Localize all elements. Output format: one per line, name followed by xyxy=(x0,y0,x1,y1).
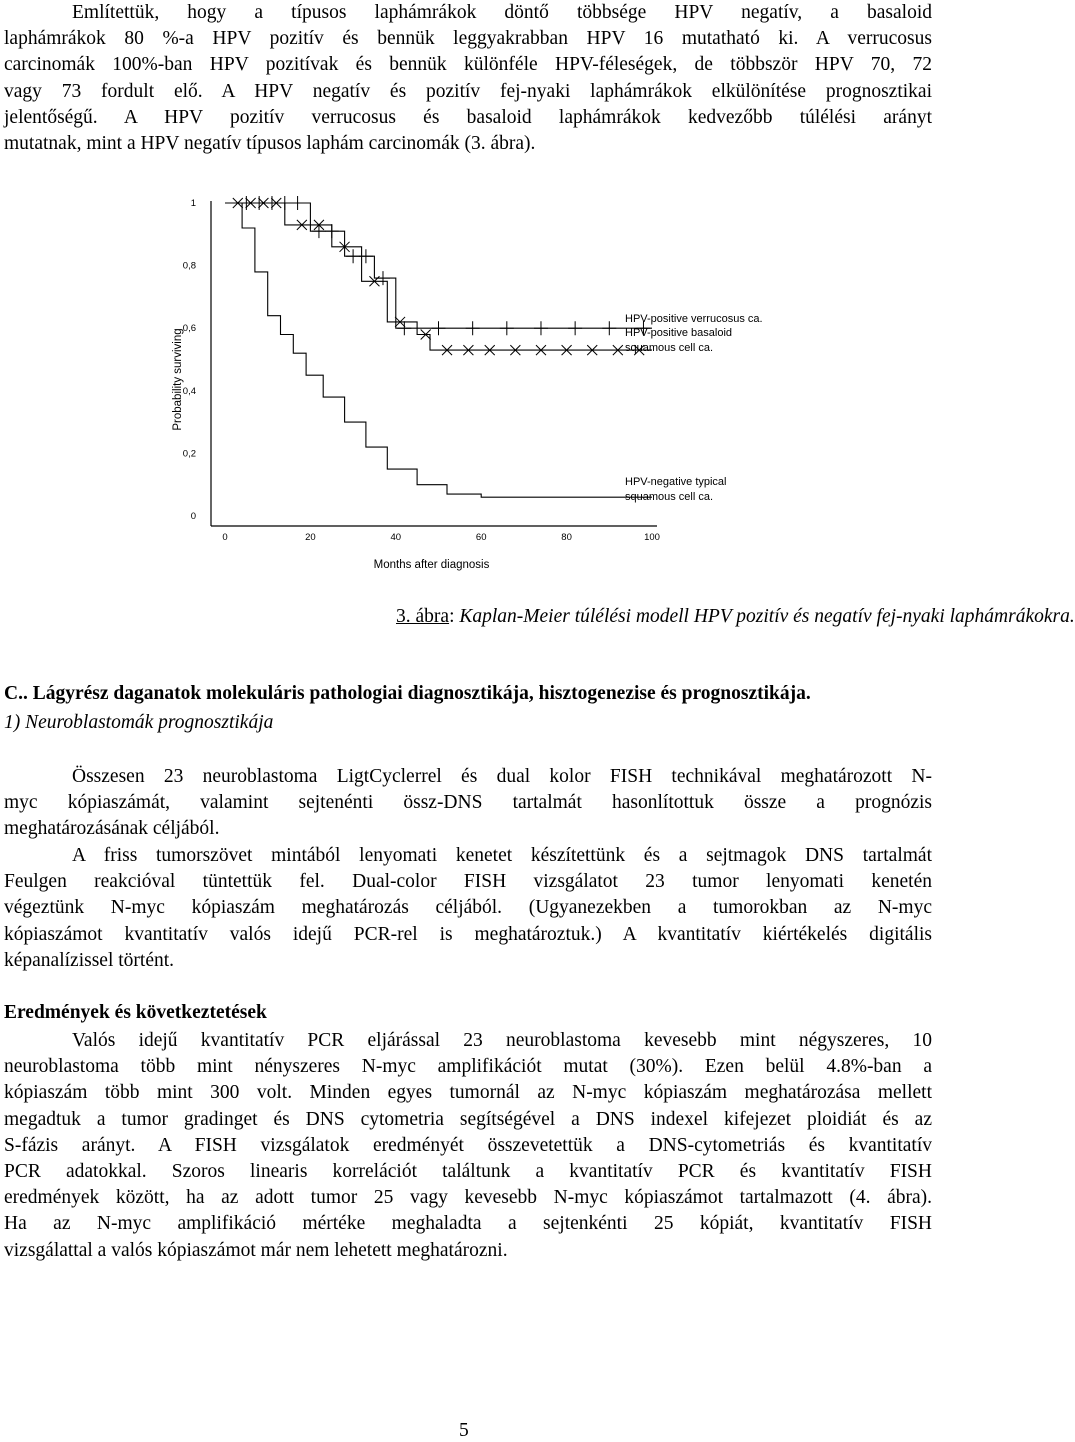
text-line: kópiaszámot kvantitatív valós idejű PCR-rel is meghatároztuk.) A kvantitatív kiértékelés digitális xyxy=(4,923,932,945)
page-number: 5 xyxy=(459,1420,469,1441)
legend-basaloid-line2: squamous cell ca. xyxy=(625,342,714,355)
text-line: megadtuk a tumor gradinget és DNS cytometria segítségével a DNS indexel kifejezet ploidiát és az xyxy=(4,1108,932,1130)
text-line: képanalízissel történt. xyxy=(4,949,175,971)
x-tick-label: 40 xyxy=(390,532,402,543)
text-line: vizsgálattal a valós kópiaszámot már nem lehetett meghatározni. xyxy=(4,1239,508,1261)
legend-negative-line2: squamous cell ca. xyxy=(625,491,714,504)
censor-mark-plus xyxy=(466,321,480,335)
series-line-1 xyxy=(225,203,652,328)
legend-verrucosus: HPV-positive verrucosus ca. xyxy=(625,313,763,326)
x-axis-label: Months after diagnosis xyxy=(373,559,490,571)
figure-caption xyxy=(396,606,1075,628)
x-tick-label: 60 xyxy=(475,532,487,543)
results-heading: Eredmények és következtetések xyxy=(4,1002,267,1023)
methods-paragraph-1 xyxy=(4,764,932,843)
text-line: A friss tumorszövet mintából lenyomati kenetet készítettünk és a sejtmagok DNS tartalmát xyxy=(72,845,932,866)
text-line: PCR adatokkal. Szoros linearis korrelációt találtunk a kvantitatív PCR és kvantitatív FISH xyxy=(4,1161,932,1183)
censor-mark-plus xyxy=(359,249,373,263)
subsection-heading: 1) Neuroblastomák prognosztikája xyxy=(4,712,274,733)
text-line: Valós idejű kvantitatív PCR eljárással 23 neuroblastoma kevesebb mint négyszeres, 10 xyxy=(72,1030,932,1051)
text-line: Említettük, hogy a típusos laphámrákok döntő többsége HPV negatív, a basaloid xyxy=(72,2,932,23)
text-line: eredmények között, ha az adott tumor 25 vagy kevesebb N-myc kópiaszámot tartalmazott (4. ábra). xyxy=(4,1187,932,1209)
text-line: végeztünk N-myc kópiaszám meghatározás céljából. (Ugyanezekben a tumorokban az N-myc xyxy=(4,897,932,919)
censor-mark-plus xyxy=(346,249,360,263)
text-line: myc kópiaszámát, valamint sejtenénti össz-DNS tartalmát hasonlítottuk össze a prognózis xyxy=(4,792,932,814)
y-tick-label: 0 xyxy=(190,511,196,522)
text-line: carcinomák 100%-ban HPV pozitívak és bennük különféle HPV-féleségek, de többször HPV 70, 72 xyxy=(4,54,932,76)
legend-negative-line1: HPV-negative typical xyxy=(625,476,727,489)
section-heading: C.. Lágyrész daganatok molekuláris pathologiai diagnosztikája, hisztogenezise és prognosztikája. xyxy=(4,683,811,704)
x-tick-label: 0 xyxy=(222,532,228,543)
censor-mark-plus xyxy=(291,196,305,210)
y-tick-label: 0,4 xyxy=(182,385,196,397)
caption-colon: : xyxy=(449,606,455,627)
text-line: S-fázis arányt. A FISH vizsgálatok eredményét összevetettük a DNS-cytometriás és kvantitatív xyxy=(4,1134,932,1156)
censor-mark-plus xyxy=(568,321,582,335)
figure-number: 3. ábra xyxy=(396,606,450,627)
y-axis-label: Probability surviving xyxy=(172,328,184,431)
intro-paragraph xyxy=(4,0,932,157)
x-tick-label: 20 xyxy=(305,532,316,543)
x-tick-label: 80 xyxy=(561,532,572,543)
text-line: jelentőségű. A HPV pozitív verrucosus és basaloid laphámrákok kedvezőbb túlélési arányt xyxy=(4,106,932,128)
censor-mark-plus xyxy=(432,321,446,335)
y-tick-label: 1 xyxy=(190,198,196,209)
censor-mark-plus xyxy=(312,224,326,238)
results-paragraph xyxy=(4,1028,932,1264)
y-tick-label: 0,2 xyxy=(182,448,196,460)
y-tick-label: 0,8 xyxy=(182,260,196,272)
text-line: meghatározásának céljából. xyxy=(4,818,220,840)
text-line: Feulgen reakcióval tüntettük fel. Dual-color FISH vizsgálatot 23 tumor lenyomati kenetén xyxy=(4,871,932,893)
chart-axes xyxy=(172,198,660,571)
y-tick-label: 0,6 xyxy=(182,323,196,335)
text-line: mutatnak, mint a HPV negatív típusos laphám carcinomák (3. ábra). xyxy=(4,133,536,155)
censor-mark-plus xyxy=(534,321,548,335)
censor-mark-plus xyxy=(500,321,514,335)
text-line: Összesen 23 neuroblastoma LigtCyclerrel és dual kolor FISH technikával meghatározott N- xyxy=(72,766,932,787)
x-tick-label: 100 xyxy=(644,532,660,543)
text-line: neuroblastoma több mint nényszeres N-myc amplifikációt mutat (30%). Ezen belül 4.8%-ban a xyxy=(4,1056,932,1078)
censor-mark-plus xyxy=(397,321,411,335)
methods-paragraph-2 xyxy=(4,843,932,974)
caption-text: Kaplan-Meier túlélési modell HPV pozitív és negatív fej-nyaki laphámrákokra. xyxy=(454,606,1075,627)
legend-basaloid-line1: HPV-positive basaloid xyxy=(625,327,733,340)
text-line: Ha az N-myc amplifikáció mértéke meghaladta a sejtenkénti 25 kópiát, kvantitatív FISH xyxy=(4,1213,932,1235)
text-line: vagy 73 fordult elő. A HPV negatív és pozitív fej-nyaki laphámrákok elkülönítése prognosztikai xyxy=(4,80,932,102)
censor-mark-plus xyxy=(602,321,616,335)
kaplan-meier-chart xyxy=(160,190,763,585)
chart-legend xyxy=(625,313,763,503)
chart-plot-area xyxy=(225,196,652,497)
text-line: kópiaszám több mint 300 volt. Minden egyes tumornál az N-myc kópiaszám meghatározása mellett xyxy=(4,1082,932,1104)
text-line: laphámrákok 80 %-a HPV pozitív és bennük leggyakrabban HPV 16 mutatható ki. A verrucosus xyxy=(4,28,932,50)
